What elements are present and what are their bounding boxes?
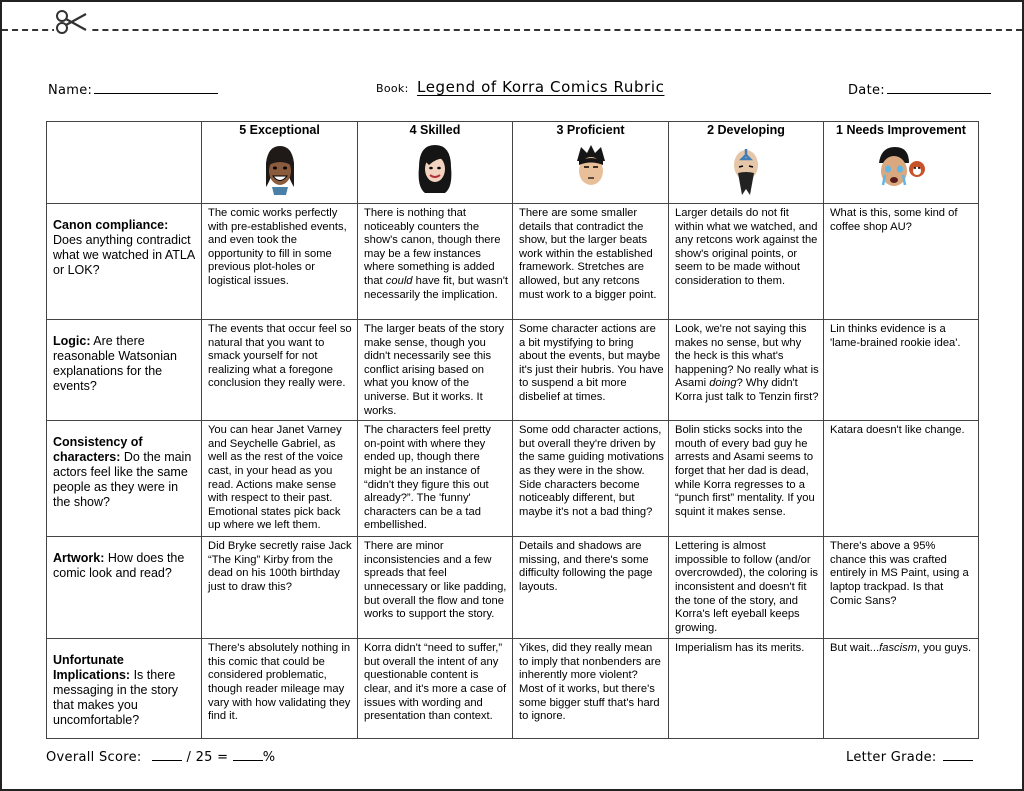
score-blank[interactable] (152, 747, 182, 761)
name-label: Name: (48, 83, 93, 98)
rubric-cell: Look, we're not saying this makes no sense, but why the heck is this what's happening? No really what is Asami doing? Why didn't Korra just talk to Tenzin first? (669, 320, 824, 421)
rubric-cell: The characters feel pretty on-point with where they ended up, though there might be an instance of “didn't they figure this out already?”. The 'funny' characters can be a tad embellished. (358, 421, 513, 537)
bolin-crying-face-icon (875, 143, 927, 197)
rubric-table (46, 121, 979, 739)
criterion-cell (47, 537, 202, 639)
level-header (513, 122, 669, 204)
name-blank[interactable] (94, 80, 218, 94)
rubric-cell: There is nothing that noticeably counters the show's canon, though there may be a few instances where something is added that could have fit, but wasn't necessarily the implication. (358, 204, 513, 320)
criterion-title: Artwork: (53, 551, 105, 566)
letter-grade-field (846, 747, 973, 765)
rubric-cell: Bolin sticks socks into the mouth of every bad guy he arrests and Asami seems to forget that her dad is dead, while Korra regresses to a “punch first” mentality. If you squint it makes sense. (669, 421, 824, 537)
level-label: 2 Developing (707, 123, 785, 137)
date-label: Date: (848, 83, 885, 98)
criterion-title: Consistency of characters: (53, 435, 143, 465)
criterion-question: Are there reasonable Watsonian explanations for the events? (53, 334, 177, 393)
rubric-cell: Yikes, did they really mean to imply that nonbenders are inherently more violent? Most of it works, but there's some bigger stuff that's hard to ignore. (513, 639, 669, 739)
date-blank[interactable] (887, 80, 991, 94)
header-row (47, 122, 979, 204)
criterion-cell (47, 320, 202, 421)
rubric-cell: Did Bryke secretly raise Jack “The King” Kirby from the dead on his 100th birthday just to draw this? (202, 537, 358, 639)
rubric-cell: Larger details do not fit within what we watched, and any retcons work against the show's original points, or seem to be made without consideration to them. (669, 204, 824, 320)
korra-laughing-face-icon (260, 143, 300, 197)
criterion-title: Canon compliance: (53, 218, 169, 232)
rubric-cell: Lettering is almost impossible to follow (and/or overcrowded), the coloring is inconsistent and doesn't fit the tone of the story, and Korra's left eyeball keeps growing. (669, 537, 824, 639)
rubric-cell: There are some smaller details that contradict the show, but the larger beats work within the established framework. Stretches are allowed, but any retcons must work to a bigger point. (513, 204, 669, 320)
rubric-cell: There's above a 95% chance this was crafted entirely in MS Paint, using a laptop trackpad. Is that Comic Sans? (824, 537, 979, 639)
scissors-icon (54, 8, 90, 36)
rubric-cell: You can hear Janet Varney and Seychelle Gabriel, as well as the rest of the voice cast, in your head as you read. Actions make sense with respect to their past. Emotional states pick back up where we left them. (202, 421, 358, 537)
rubric-cell: What is this, some kind of coffee shop AU? (824, 204, 979, 320)
score-label: Overall Score: (46, 750, 142, 765)
criterion-row (47, 639, 979, 739)
overall-score-field (46, 747, 275, 765)
criterion-row (47, 537, 979, 639)
level-label: 1 Needs Improvement (836, 123, 966, 137)
rubric-cell: Imperialism has its merits. (669, 639, 824, 739)
rubric-cell: The comic works perfectly with pre-established events, and even took the opportunity to fill in some previous plot-holes or logistical issues. (202, 204, 358, 320)
level-header (824, 122, 979, 204)
rubric-cell: Some odd character actions, but overall they're driven by the same guiding motivations as they were in the show. Side characters become noticeably different, but maybe it's not a bad thing? (513, 421, 669, 537)
criterion-row (47, 204, 979, 320)
date-field (848, 80, 991, 98)
criterion-question: How does the comic look and read? (53, 551, 185, 581)
criterion-row (47, 320, 979, 421)
criterion-title: Logic: (53, 334, 91, 348)
criterion-question: Does anything contradict what we watched in ATLA or LOK? (53, 233, 195, 277)
level-label: 5 Exceptional (239, 123, 320, 137)
grade-blank[interactable] (943, 747, 973, 761)
rubric-cell: Some character actions are a bit mystifying to bring about the events, but maybe it's just their hubris. You have to suspend a bit more disbelief at times. (513, 320, 669, 421)
level-header (669, 122, 824, 204)
mako-neutral-face-icon (571, 143, 611, 197)
book-field (376, 78, 664, 96)
name-field (48, 80, 218, 98)
criterion-cell (47, 639, 202, 739)
tenzin-worried-face-icon (726, 143, 766, 197)
corner-cell (47, 122, 202, 204)
percent-blank[interactable] (233, 747, 263, 761)
rubric-cell: There's absolutely nothing in this comic that could be considered problematic, though reader mileage may vary with how validating they find it. (202, 639, 358, 739)
rubric-cell: Korra didn't “need to suffer,” but overall the intent of any questionable content is clear, and it's more a case of issues with wording and presentation than context. (358, 639, 513, 739)
rubric-cell: Katara doesn't like change. (824, 421, 979, 537)
book-title: Legend of Korra Comics Rubric (417, 78, 665, 96)
level-header (358, 122, 513, 204)
score-denominator: / 25 = (186, 750, 229, 765)
criterion-question: Do the main actors feel like the same people as they were in the show? (53, 450, 192, 510)
rubric-cell: The larger beats of the story make sense, though you didn't necessarily see this conflict arising based on what you know of the universe. But it works. It works. (358, 320, 513, 421)
criterion-cell (47, 204, 202, 320)
level-header (202, 122, 358, 204)
cut-line (2, 29, 1022, 31)
criterion-cell (47, 421, 202, 537)
rubric-cell: There are minor inconsistencies and a few spreads that feel unnecessary or like padding, but overall the flow and tone works to support the story. (358, 537, 513, 639)
rubric-cell: But wait...fascism, you guys. (824, 639, 979, 739)
rubric-cell: The events that occur feel so natural that you want to smack yourself for not realizing what a foregone conclusion they really were. (202, 320, 358, 421)
grade-label: Letter Grade: (846, 750, 937, 765)
level-label: 4 Skilled (409, 123, 461, 137)
criterion-question: Is there messaging in the story that makes you uncomfortable? (53, 668, 179, 728)
asami-smiling-face-icon (415, 143, 455, 197)
level-label: 3 Proficient (556, 123, 625, 137)
rubric-cell: Lin thinks evidence is a 'lame-brained rookie idea'. (824, 320, 979, 421)
criterion-row (47, 421, 979, 537)
percent-sign: % (262, 750, 276, 765)
book-label: Book: (376, 82, 409, 95)
rubric-cell: Details and shadows are missing, and there's some difficulty following the page layouts. (513, 537, 669, 639)
criterion-title: Unfortunate Implications: (53, 653, 131, 683)
